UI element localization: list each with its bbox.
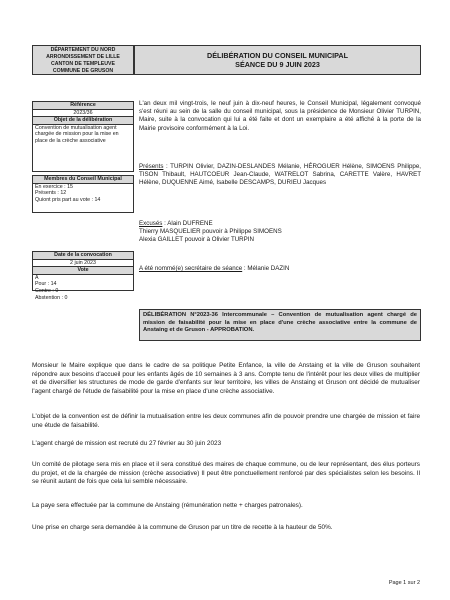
excuses-label: Excusés	[139, 220, 163, 227]
votants-count: Quiont pris part au vote : 14	[35, 196, 101, 203]
membres-box	[32, 175, 134, 213]
en-exercice: En exercice : 15	[35, 183, 73, 190]
vote-a: A	[35, 274, 39, 281]
header-title-block	[134, 45, 421, 75]
document-title: DÉLIBÉRATION DU CONSEIL MUNICIPAL	[207, 51, 348, 60]
header-line-canton: CANTON DE TEMPLEUVE	[51, 61, 115, 67]
body-paragraph-3: L'agent chargé de mission est recruté du 27 février au 30 juin 2023	[32, 440, 222, 447]
presents-count: Présents : 12	[35, 190, 67, 197]
body-paragraph-4: Un comité de pilotage sera mis en place et il sera constitué des maires de chaque commune, ou de leur représentant, des élus porteurs du projet, et de la chargée de mission (crèche associative) Il peut être ponctuellement renforcé par des spécialistes selon les besoins. Il se réunit autant de fois que cela lui semble nécessaire.	[32, 461, 420, 486]
membres-label: Membres du Conseil Municipal	[33, 176, 133, 184]
convocation-box	[32, 251, 134, 301]
deliberation-title-box: DÉLIBÉRATION N°2023-36 Intercommunale – Convention de mutualisation agent chargé de mission de faisabilité pour la mise en place d'une crèche associative entre la commune de Anstaing et de Gruson - APPROBATION.	[139, 309, 421, 341]
header-line-departement: DÉPARTEMENT DU NORD	[50, 47, 116, 53]
vote-contre: Contre : 0	[35, 287, 59, 294]
page-number: Page 1 sur 2	[388, 580, 420, 586]
reference-box	[32, 101, 134, 172]
vote-abstention: Abstention : 0	[35, 294, 68, 301]
header-line-commune: COMMUNE DE GRUSON	[52, 68, 114, 74]
reference-value: 2023/36	[73, 109, 93, 116]
presents-paragraph	[139, 163, 421, 188]
reference-label: Référence	[33, 102, 133, 110]
convocation-label: Date de la convocation	[33, 252, 133, 260]
body-paragraph-5: La paye sera effectuée par la commune de Anstaing (rémunération nette + charges patronales).	[32, 502, 303, 509]
excuses-block	[139, 220, 421, 245]
secretaire-name: : Mélanie DAZIN	[242, 265, 290, 272]
session-date: SÉANCE DU 9 JUIN 2023	[235, 60, 320, 69]
vote-label: Vote	[33, 266, 133, 275]
convocation-date: 2 juin 2023	[70, 259, 96, 266]
body-paragraph-1: Monsieur le Maire explique que dans le cadre de sa politique Petite Enfance, la ville de Anstaing et la ville de Gruson souhaitent répondre aux besoins d'accueil pour les enfants âgés de 10 semaines à 3 ans. Compte tenu de l'intérêt pour les deux villes de multiplier et de diversifier les structures de mode de garde d'enfants sur leur territoire, les villes de Anstaing et Gruson ont décidé de mutualiser l'agent chargé de l'étude de faisabilité pour la mise en place d'une crèche associative.	[32, 362, 420, 395]
objet-label: Objet de la délibération	[33, 116, 133, 125]
presents-label: Présents	[139, 163, 164, 170]
body-paragraph-2: L'objet de la convention est de définir la mutualisation entre les deux communes afin de pouvoir prendre une chargée de mission et faire une étude de faisabilité.	[32, 413, 420, 429]
intro-paragraph: L'an deux mil vingt-trois, le neuf juin à dix-neuf heures, le Conseil Municipal, légalement convoqué s'est réuni au sein de la salle du conseil municipal, sous la présidence de Monsieur Olivier TURPIN, Maire, suite à la convocation qui lui a été faite et dont un exemplaire a été affiché à la porte de la Mairie provisoire conformément à la Loi.	[139, 100, 421, 132]
pouvoir-2: Alexia GAILLET pouvoir à Olivier TURPIN	[139, 236, 254, 244]
body-paragraph-6: Une prise en charge sera demandée à la commune de Gruson par un titre de recette à la hauteur de 50%.	[32, 524, 333, 531]
presents-list: : TURPIN Olivier, DAZIN-DESLANDES Mélanie, HÉROGUER Hélène, SIMOENS Philippe, TISON Thibault, HAUTCOEUR Jean-Claude, WATRELOT Sabrina, CARETTE Valère, HAVRET Hélène, DUQUENNE Aimé, Isabelle DESCAMPS, DURIEU Jacques	[139, 163, 421, 187]
secretaire-line	[139, 265, 421, 273]
header-line-arrondissement: ARRONDISSEMENT DE LILLE	[46, 54, 120, 60]
header-administrative-block	[32, 45, 134, 75]
vote-pour: Pour : 14	[35, 281, 57, 288]
pouvoir-1: Thierry MASQUELIER pouvoir à Philippe SIMOENS	[139, 228, 282, 236]
secretaire-label: A été nommé(e) secrétaire de séance	[139, 265, 243, 272]
objet-text: Convention de mutualisation agent chargée de mission pour la mise en place de la crèche associative	[35, 124, 119, 144]
excuses-list: : Alain DUFRENE	[162, 220, 213, 227]
